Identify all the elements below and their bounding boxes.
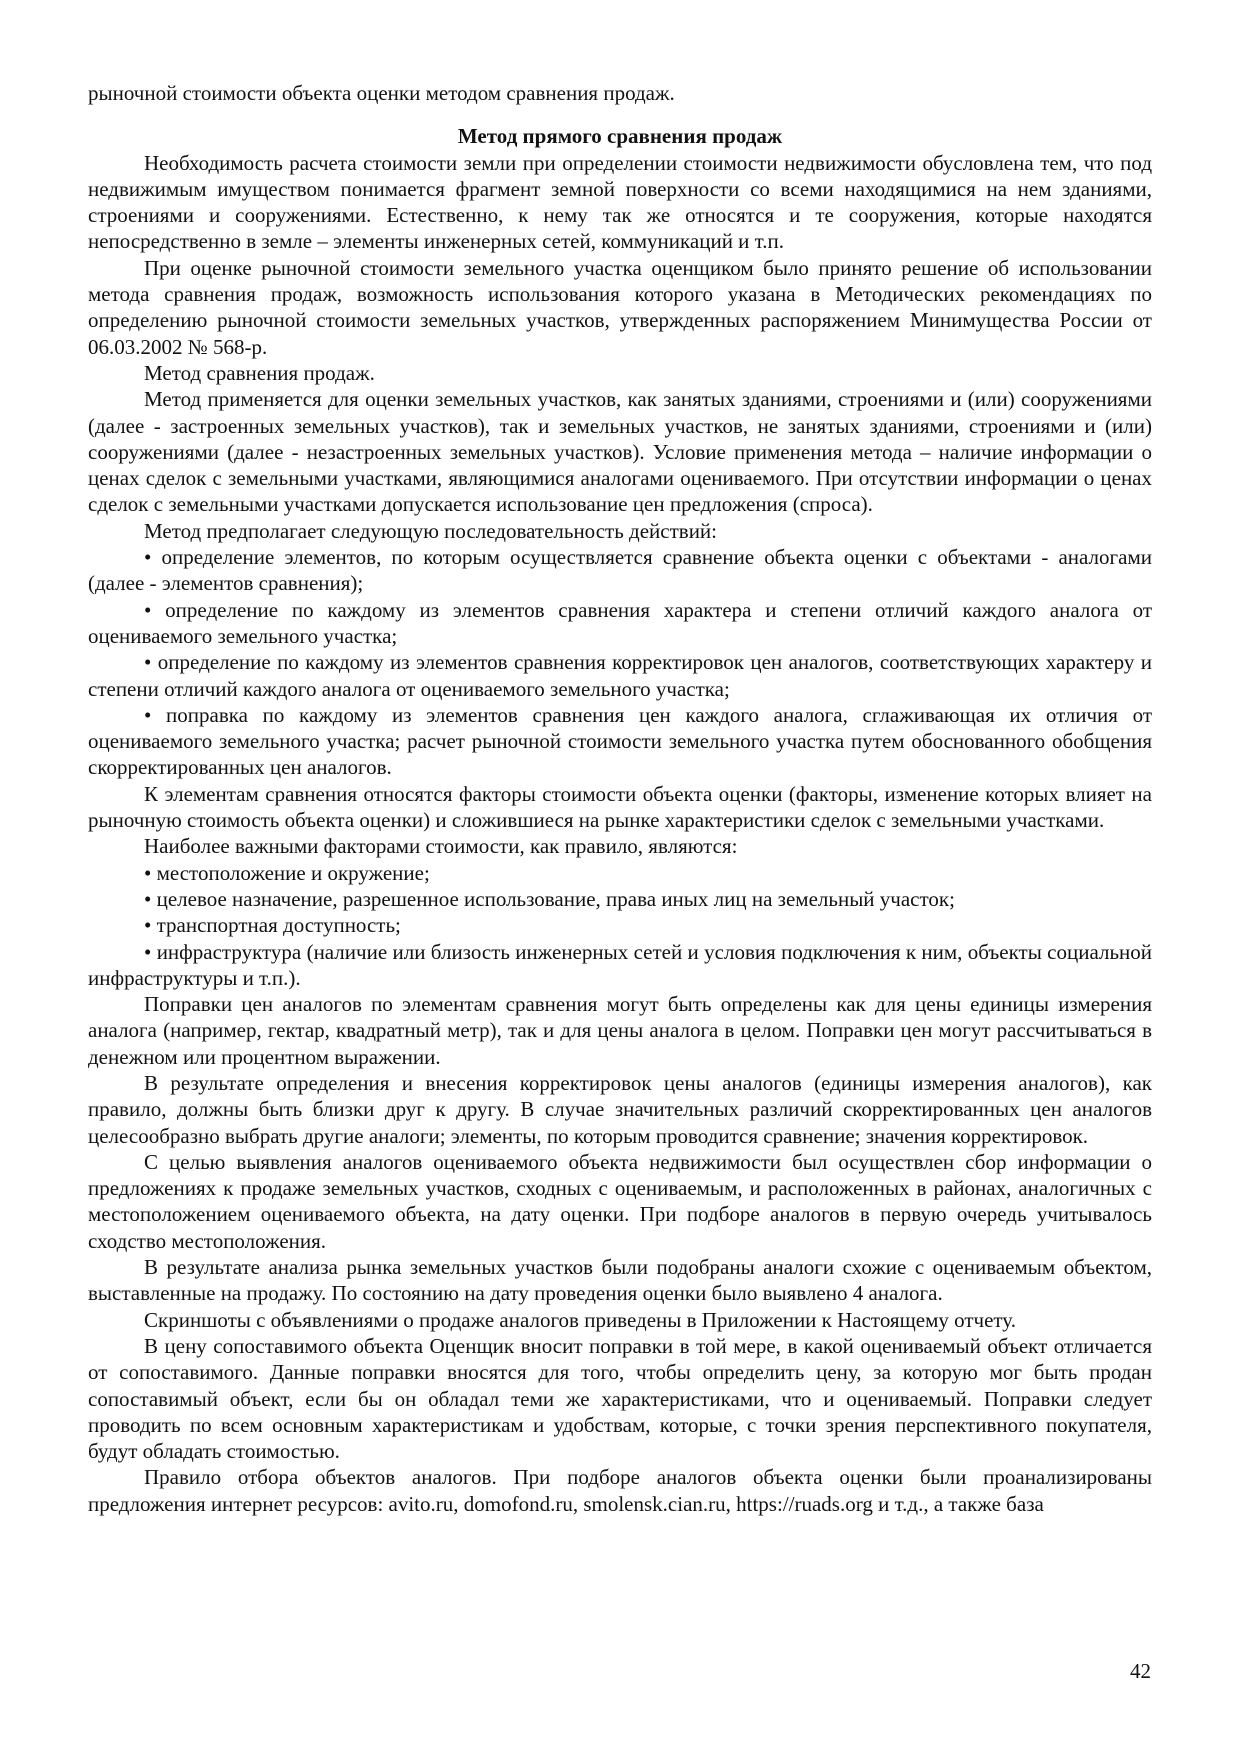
paragraph: Метод применяется для оценки земельных участков, как занятых зданиями, строениями и (или) сооружениями (далее - застроенных земельных участков), так и земельных участков, не занятых зданиями, строениями и (или) сооружениями (далее - незастроенных земельных участков). Условие применения метода – наличие информации о ценах сделок с земельными участками, являющимися аналогами оцениваемого. При отсутствии информации о ценах сделок с земельными участками допускается использование цен предложения (спроса). <box>88 387 1152 517</box>
section-body <box>88 150 1152 1517</box>
paragraph: Наиболее важными факторами стоимости, как правило, являются: <box>144 834 738 859</box>
bullet-item: • местоположение и окружение; <box>144 860 430 885</box>
paragraph: Правило отбора объектов аналогов. При подборе аналогов объекта оценки были проанализированы предложения интернет ресурсов: avito.ru, domofond.ru, smolensk.cian.ru, https://ruads.org и т.д., а также база <box>88 1465 1152 1516</box>
paragraph: В цену сопоставимого объекта Оценщик вносит поправки в той мере, в какой оцениваемый объект отличается от сопоставимого. Данные поправки вносятся для того, чтобы определить цену, за которую мог быть продан сопоставимый объект, если бы он обладал теми же характеристиками, что и оцениваемый. Поправки следует проводить по всем основным характеристикам и удобствам, которые, с точки зрения перспективного покупателя, будут обладать стоимостью. <box>88 1333 1152 1464</box>
page-number: 42 <box>1130 1659 1151 1683</box>
bullet-item: • определение элементов, по которым осуществляется сравнение объекта оценки с объектами - аналогами (далее - элементов сравнения); <box>88 545 1152 596</box>
paragraph: С целью выявления аналогов оцениваемого объекта недвижимости был осуществлен сбор информации о предложениях к продаже земельных участков, сходных с оцениваемым, и расположенных в районах, аналогичных с местоположением оцениваемого объекта, на дату оценки. При подборе аналогов в первую очередь учитывалось сходство местоположения. <box>88 1149 1152 1253</box>
paragraph: К элементам сравнения относятся факторы стоимости объекта оценки (факторы, изменение которых влияет на рыночную стоимость объекта оценки) и сложившиеся на рынке характеристики сделок с земельными участками. <box>88 781 1152 833</box>
bullet-item: • поправка по каждому из элементов сравнения цен каждого аналога, сглаживающая их отличия от оцениваемого земельного участка; расчет рыночной стоимости земельного участка путем обоснованного обобщения скорректированных цен аналогов. <box>88 702 1152 780</box>
paragraph: В результате определения и внесения корректировок цены аналогов (единицы измерения аналогов), как правило, должны быть близки друг к другу. В случае значительных различий скорректированных цен аналогов целесообразно выбрать другие аналоги; элементы, по которым проводится сравнение; значения корректировок. <box>88 1070 1152 1148</box>
section-heading: Метод прямого сравнения продаж <box>457 124 783 149</box>
paragraph: В результате анализа рынка земельных участков были подобраны аналоги схожие с оцениваемым объектом, выставленные на продажу. По состоянию на дату проведения оценки было выявлено 4 аналога. <box>88 1255 1152 1306</box>
bullet-item: • транспортная доступность; <box>144 913 401 938</box>
bullet-item: • определение по каждому из элементов сравнения характера и степени отличий каждого аналога от оцениваемого земельного участка; <box>88 597 1152 648</box>
bullet-item: • определение по каждому из элементов сравнения корректировок цен аналогов, соответствующих характеру и степени отличий каждого аналога от оцениваемого земельного участка; <box>88 650 1152 701</box>
paragraph: Скриншоты с объявлениями о продаже аналогов приведены в Приложении к Настоящему отчету. <box>144 1307 1016 1332</box>
bullet-item: • целевое назначение, разрешенное использование, права иных лиц на земельный участок; <box>144 886 955 911</box>
paragraph: Необходимость расчета стоимости земли при определении стоимости недвижимости обусловлена тем, что под недвижимым имуществом понимается фрагмент земной поверхности со всеми находящимися на нем зданиями, строениями и сооружениями. Естественно, к нему так же относятся и те сооружения, которые находятся непосредственно в земле – элементы инженерных сетей, коммуникаций и т.п. <box>88 150 1152 254</box>
bullet-item: • инфраструктура (наличие или близость инженерных сетей и условия подключения к ним, объекты социальной инфраструктуры и т.п.). <box>88 939 1152 990</box>
text-block <box>88 80 1152 1517</box>
paragraph: Поправки цен аналогов по элементам сравнения могут быть определены как для цены единицы измерения аналога (например, гектар, квадратный метр), так и для цены аналога в целом. Поправки цен могут рассчитываться в денежном или процентном выражении. <box>88 992 1152 1069</box>
continuation-paragraph: рыночной стоимости объекта оценки методом сравнения продаж. <box>88 81 675 105</box>
paragraph: Метод предполагает следующую последовательность действий: <box>144 518 717 543</box>
paragraph: При оценке рыночной стоимости земельного участка оценщиком было принято решение об использовании метода сравнения продаж, возможность использования которого указана в Методических рекомендациях по определению рыночной стоимости земельных участков, утвержденных распоряжением Минимущества России от 06.03.2002 № 568-р. <box>88 255 1152 359</box>
paragraph: Метод сравнения продаж. <box>144 360 375 385</box>
